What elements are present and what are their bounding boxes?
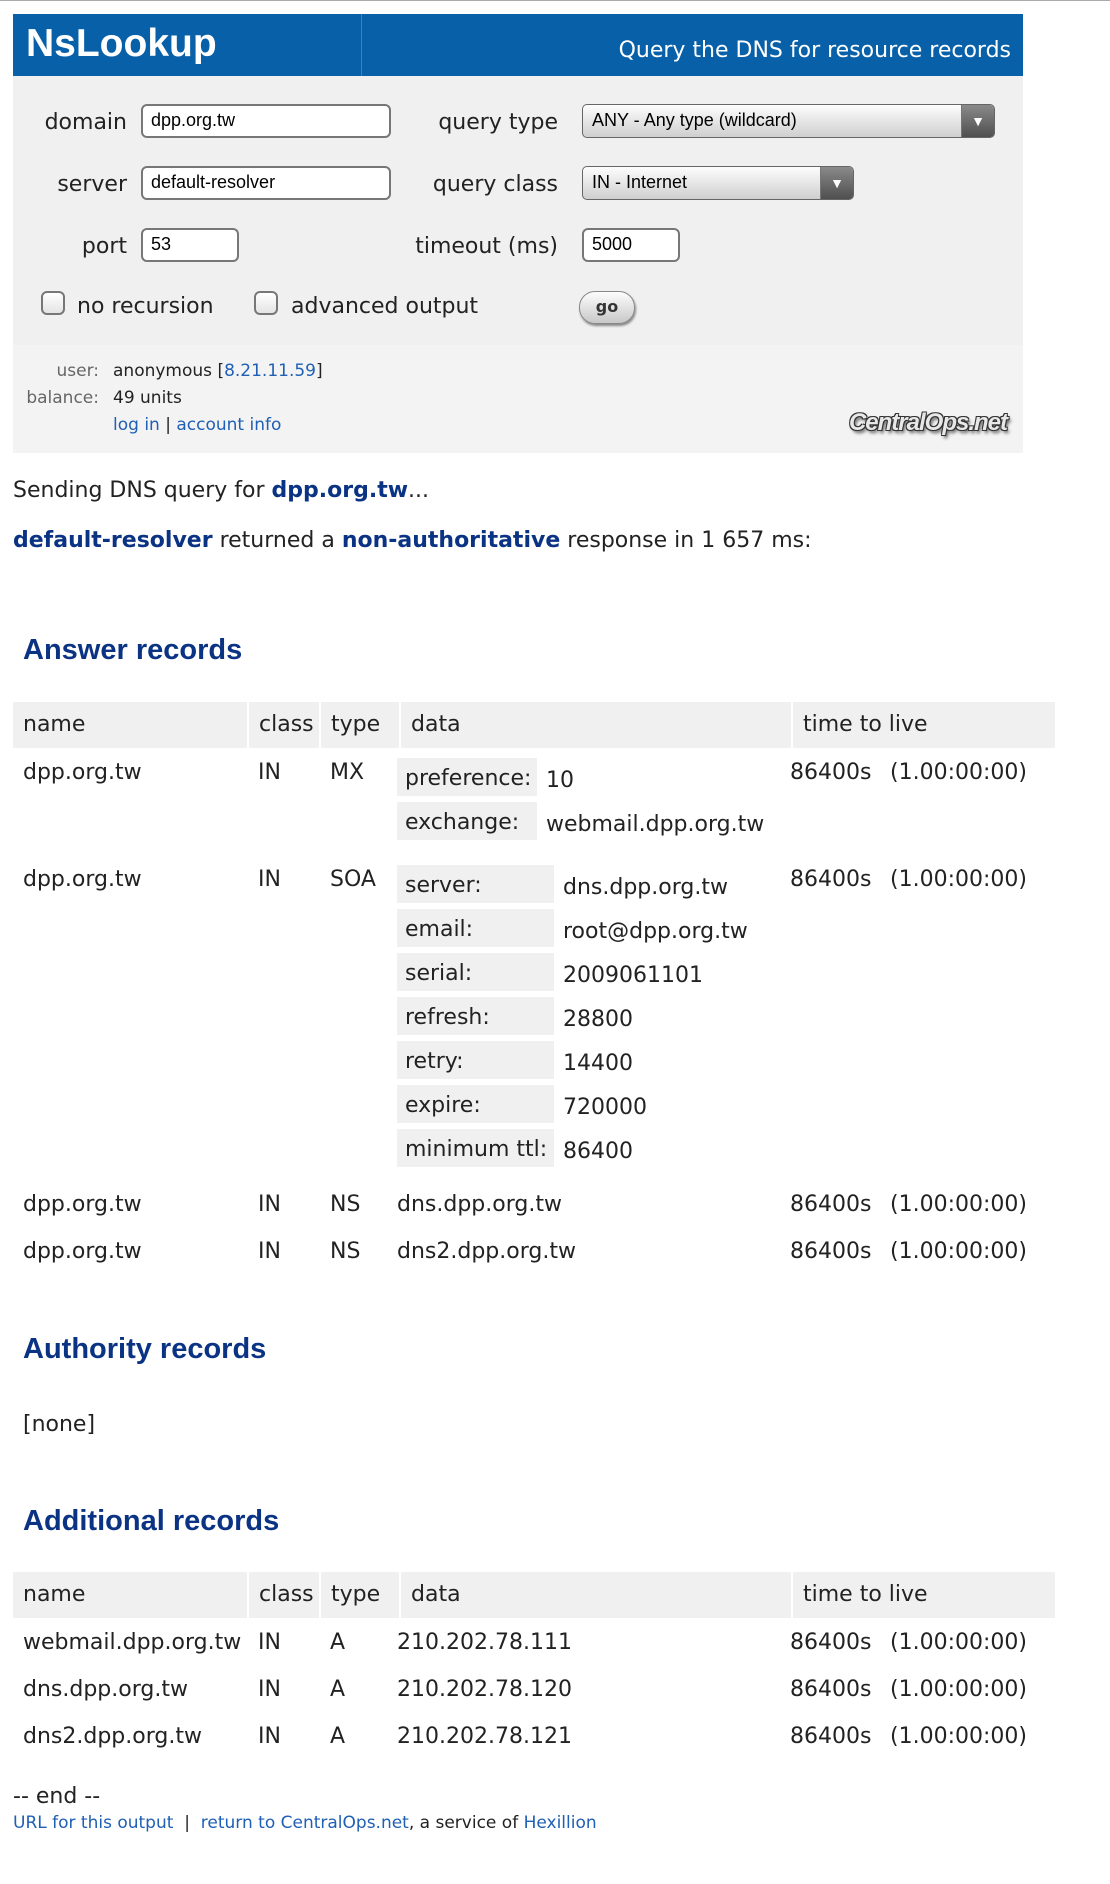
port-label: port xyxy=(81,234,127,259)
data-key: minimum ttl: xyxy=(397,1129,554,1167)
col-class-header: class xyxy=(249,1572,319,1618)
record-type: NS xyxy=(330,1239,361,1264)
record-ttl: 86400s xyxy=(790,1630,872,1655)
no-recursion-label: no recursion xyxy=(77,294,214,319)
data-value: 2009061101 xyxy=(563,963,703,988)
chevron-down-icon: ▼ xyxy=(961,105,994,137)
domain-input[interactable]: dpp.org.tw xyxy=(141,104,391,138)
hexillion-link[interactable]: Hexillion xyxy=(523,1813,597,1833)
record-ttl: 86400s xyxy=(790,1192,872,1217)
col-ttl-header: time to live xyxy=(793,1572,1055,1618)
title-bar xyxy=(13,14,1023,76)
record-ttl-human: (1.00:00:00) xyxy=(890,1677,1027,1702)
sending-domain: dpp.org.tw xyxy=(271,478,409,503)
data-value: webmail.dpp.org.tw xyxy=(546,812,765,837)
authority-records-heading: Authority records xyxy=(23,1333,267,1365)
data-value: 28800 xyxy=(563,1007,633,1032)
col-data-header: data xyxy=(401,702,791,748)
balance-value: 49 units xyxy=(113,388,182,408)
data-value: 720000 xyxy=(563,1095,647,1120)
record-data: dns.dpp.org.tw xyxy=(397,1192,562,1217)
advanced-output-checkbox[interactable] xyxy=(254,291,278,315)
record-class: IN xyxy=(258,1630,281,1655)
data-value: 10 xyxy=(546,768,574,793)
record-ttl: 86400s xyxy=(790,1677,872,1702)
query-type-label: query type xyxy=(438,110,558,135)
record-class: IN xyxy=(258,867,281,892)
data-value: 86400 xyxy=(563,1139,633,1164)
data-key: refresh: xyxy=(397,997,554,1035)
record-ttl-human: (1.00:00:00) xyxy=(890,1630,1027,1655)
answer-records-table xyxy=(13,702,1043,1282)
query-form xyxy=(13,76,1023,345)
domain-label: domain xyxy=(44,110,127,135)
page-subtitle: Query the DNS for resource records xyxy=(618,38,1011,63)
port-input[interactable]: 53 xyxy=(141,228,239,262)
page-title: NsLookup xyxy=(26,22,217,65)
record-ttl-human: (1.00:00:00) xyxy=(890,1192,1027,1217)
footer-links xyxy=(13,1813,597,1833)
timeout-input[interactable]: 5000 xyxy=(582,228,680,262)
data-key: exchange: xyxy=(397,802,537,840)
user-label: user: xyxy=(56,361,99,381)
ip-address-link[interactable]: 8.21.11.59 xyxy=(224,361,317,381)
link-separator: | xyxy=(165,415,171,435)
record-ttl: 86400s xyxy=(790,760,872,785)
return-centralops-link[interactable]: return to CentralOps.net xyxy=(200,1813,409,1833)
response-time-text: response in 1 657 ms: xyxy=(560,528,812,553)
data-key: preference: xyxy=(397,758,537,796)
record-class: IN xyxy=(258,1677,281,1702)
data-key: serial: xyxy=(397,953,554,991)
data-key: expire: xyxy=(397,1085,554,1123)
record-ttl: 86400s xyxy=(790,1724,872,1749)
service-text: , a service of xyxy=(408,1813,524,1833)
data-value: root@dpp.org.tw xyxy=(563,919,748,944)
go-button[interactable]: go xyxy=(579,291,635,324)
title-divider xyxy=(361,14,362,76)
ip-bracket-open: [ xyxy=(217,361,225,381)
advanced-output-label: advanced output xyxy=(291,294,479,319)
additional-records-table xyxy=(13,1572,1043,1762)
server-input[interactable]: default-resolver xyxy=(141,166,391,200)
col-data-header: data xyxy=(401,1572,791,1618)
query-class-value: IN - Internet xyxy=(592,172,688,192)
additional-records-heading: Additional records xyxy=(23,1505,280,1537)
col-ttl-header: time to live xyxy=(793,702,1055,748)
footer-separator: | xyxy=(184,1813,190,1833)
authority-status: non-authoritative xyxy=(341,528,561,553)
query-class-select[interactable] xyxy=(582,166,854,200)
response-message xyxy=(13,528,812,553)
server-label: server xyxy=(57,172,127,197)
record-ttl-human: (1.00:00:00) xyxy=(890,1724,1027,1749)
top-border xyxy=(0,0,1110,1)
account-links xyxy=(113,415,281,435)
data-key: server: xyxy=(397,865,554,903)
record-class: IN xyxy=(258,760,281,785)
query-type-value: ANY - Any type (wildcard) xyxy=(592,110,797,130)
record-class: IN xyxy=(258,1724,281,1749)
record-name: dns.dpp.org.tw xyxy=(23,1677,188,1702)
record-data: 210.202.78.111 xyxy=(397,1630,572,1655)
ip-bracket-close: ] xyxy=(316,361,323,381)
nslookup-panel xyxy=(13,14,1023,453)
query-type-select[interactable] xyxy=(582,104,995,138)
account-info-link[interactable]: account info xyxy=(176,415,282,435)
user-line xyxy=(113,361,323,381)
record-type: MX xyxy=(330,760,365,785)
user-value: anonymous xyxy=(113,361,213,381)
answer-records-heading: Answer records xyxy=(23,634,243,666)
record-class: IN xyxy=(258,1192,281,1217)
record-name: dns2.dpp.org.tw xyxy=(23,1724,202,1749)
centralops-logo[interactable]: CentralOps.net xyxy=(848,409,1007,436)
record-name: dpp.org.tw xyxy=(23,867,142,892)
timeout-label: timeout (ms) xyxy=(415,234,558,259)
record-name: dpp.org.tw xyxy=(23,760,142,785)
login-link[interactable]: log in xyxy=(113,415,160,435)
resolver-name: default-resolver xyxy=(13,528,213,553)
record-class: IN xyxy=(258,1239,281,1264)
record-name: dpp.org.tw xyxy=(23,1192,142,1217)
record-ttl-human: (1.00:00:00) xyxy=(890,867,1027,892)
col-type-header: type xyxy=(321,1572,399,1618)
record-type: A xyxy=(330,1677,346,1702)
output-url-link[interactable]: URL for this output xyxy=(13,1813,174,1833)
record-name: webmail.dpp.org.tw xyxy=(23,1630,242,1655)
record-ttl-human: (1.00:00:00) xyxy=(890,1239,1027,1264)
record-ttl: 86400s xyxy=(790,867,872,892)
authority-none: [none] xyxy=(23,1412,96,1437)
end-marker: -- end -- xyxy=(13,1784,101,1809)
record-data: 210.202.78.120 xyxy=(397,1677,572,1702)
record-data: 210.202.78.121 xyxy=(397,1724,572,1749)
account-box xyxy=(13,345,1023,453)
additional-table-header xyxy=(13,1572,1043,1618)
record-type: SOA xyxy=(330,867,376,892)
record-name: dpp.org.tw xyxy=(23,1239,142,1264)
chevron-down-icon: ▼ xyxy=(820,167,853,199)
record-type: NS xyxy=(330,1192,361,1217)
sending-prefix: Sending DNS query for xyxy=(13,478,272,503)
answer-table-header xyxy=(13,702,1043,748)
record-data: dns2.dpp.org.tw xyxy=(397,1239,576,1264)
balance-label: balance: xyxy=(26,388,99,408)
data-key: retry: xyxy=(397,1041,554,1079)
col-type-header: type xyxy=(321,702,399,748)
col-class-header: class xyxy=(249,702,319,748)
record-type: A xyxy=(330,1724,346,1749)
no-recursion-checkbox[interactable] xyxy=(41,291,65,315)
data-value: 14400 xyxy=(563,1051,633,1076)
record-type: A xyxy=(330,1630,346,1655)
col-name-header: name xyxy=(13,702,247,748)
record-ttl: 86400s xyxy=(790,1239,872,1264)
col-name-header: name xyxy=(13,1572,247,1618)
data-key: email: xyxy=(397,909,554,947)
query-class-label: query class xyxy=(432,172,558,197)
sending-suffix: ... xyxy=(408,478,430,503)
sending-message xyxy=(13,478,429,503)
data-value: dns.dpp.org.tw xyxy=(563,875,728,900)
returned-text: returned a xyxy=(212,528,342,553)
record-ttl-human: (1.00:00:00) xyxy=(890,760,1027,785)
